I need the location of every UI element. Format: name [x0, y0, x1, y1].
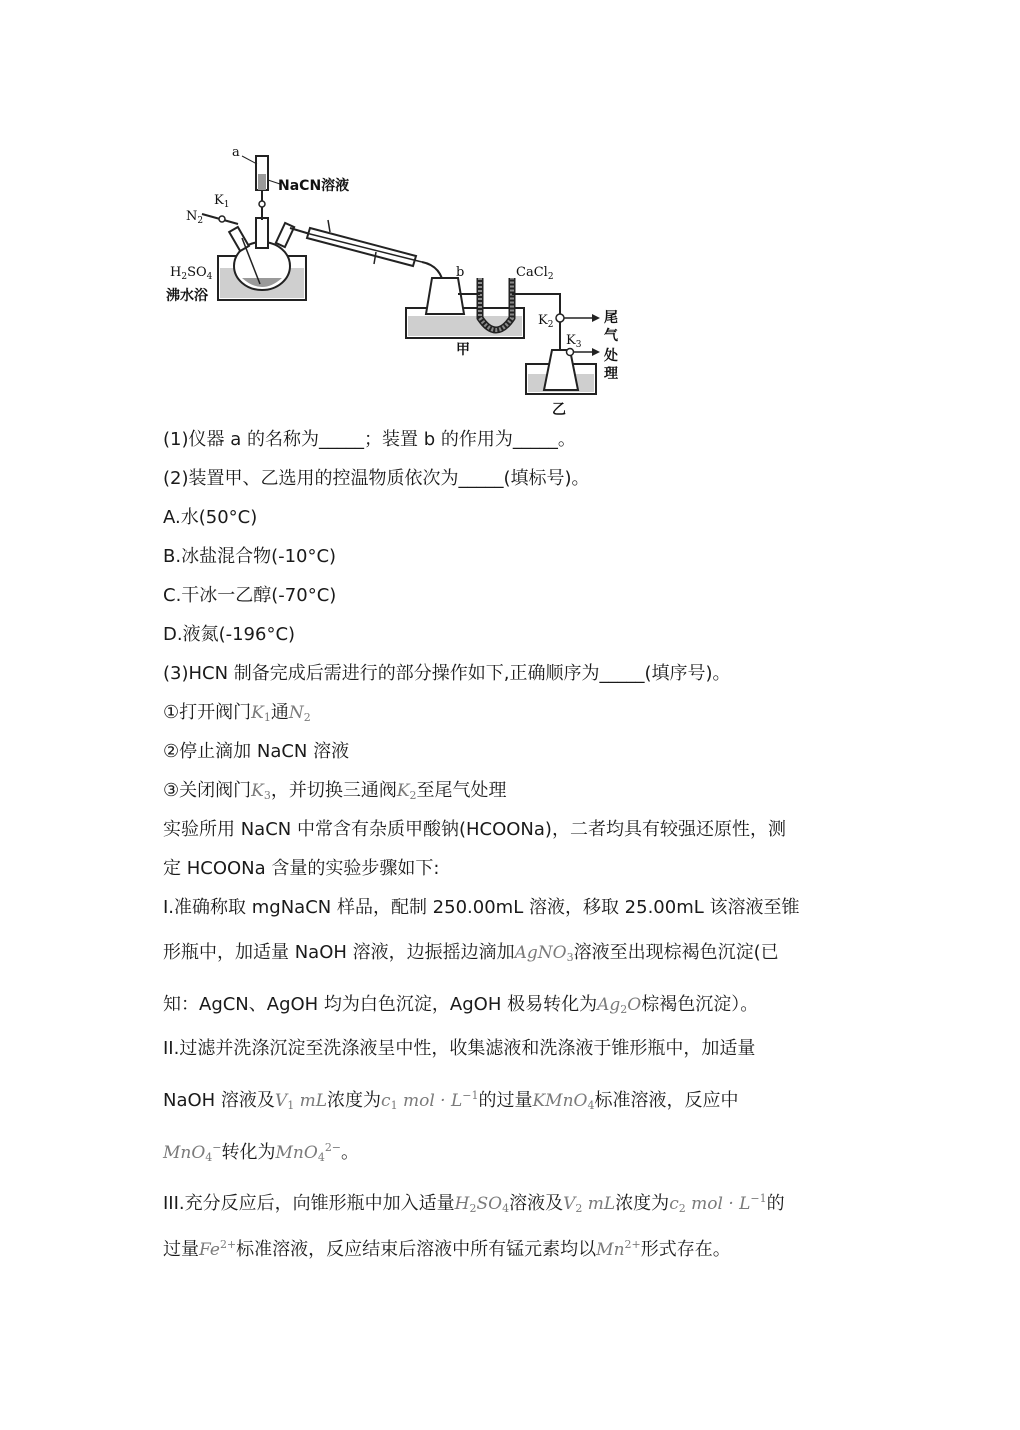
arrow-tail-gas-2	[592, 348, 600, 356]
paragraph-line-1: 实验所用 NaCN 中常含有杂质甲酸钠(HCOONa)，二者均具有较强还原性，测	[163, 819, 786, 840]
math-agno3: AgNO$_3$	[514, 943, 574, 964]
label-b: b	[456, 265, 465, 280]
step-iii-line-2: 过量$Fe^{2+}$标准溶液，反应结束后溶液中所有锰元素均以$Mn^{2+}$形式存在。	[163, 1238, 731, 1260]
condenser-inner-tube	[306, 233, 422, 262]
valve-k3	[567, 349, 574, 356]
math-c2-concentration: $c_2$ mol · $L^{-1}$	[669, 1192, 767, 1215]
funnel-stopcock	[259, 201, 265, 207]
label-k2: $K_2$	[538, 313, 554, 330]
step-i-line-2: 形瓶中，加适量 NaOH 溶液，边振摇边滴加AgNO$_3$溶液至出现棕褐色沉淀(已	[163, 942, 779, 964]
condenser-outlet	[328, 220, 330, 232]
label-tail-3: 处	[604, 348, 618, 364]
math-n2: $N_2$	[288, 703, 311, 724]
step-2: ②停止滴加 NaCN 溶液	[163, 741, 350, 762]
flask-center-neck	[256, 218, 268, 248]
label-nacn: NaCN溶液	[278, 178, 350, 194]
step-ii-line-1: II.过滤并洗涤沉淀至洗涤液呈中性，收集滤液和洗涤液于锥形瓶中，加适量	[163, 1038, 756, 1059]
apparatus-svg	[160, 128, 640, 418]
math-kmno4: KMnO$_4$	[532, 1091, 595, 1112]
valve-k1	[219, 216, 225, 222]
label-a: a	[232, 145, 240, 160]
arrow-tail-gas-1	[592, 314, 600, 322]
math-ag2o: $Ag_2O$	[597, 995, 642, 1016]
label-boiling-bath: 沸水浴	[166, 288, 208, 304]
label-a-pointer	[242, 156, 257, 164]
label-jia: 甲	[456, 342, 470, 358]
label-h2so4: $H_2SO_4$	[170, 265, 213, 282]
funnel-solution	[258, 174, 266, 190]
step-ii-line-2: NaOH 溶液及$V_1$ mL浓度为$c_1$ mol · $L^{-1}$的过量KMnO$_4$标准溶液，反应中	[163, 1089, 739, 1112]
conical-flask-b	[426, 278, 464, 314]
math-c1-concentration: $c_1$ mol · $L^{-1}$	[381, 1089, 479, 1112]
step-1: ①打开阀门$K_1$通$N_2$	[163, 702, 311, 724]
question-3: (3)HCN 制备完成后需进行的部分操作如下,正确顺序为_____(填序号)。	[163, 663, 731, 684]
option-b: B.冰盐混合物(-10°C)	[163, 546, 337, 567]
label-tail-2: 气	[604, 328, 618, 344]
step-iii-line-1: III.充分反应后，向锥形瓶中加入适量$H_2SO_4$溶液及$V_2$ mL浓度为$c_2$ mol · $L^{-1}$的	[163, 1192, 785, 1215]
step-3: ③关闭阀门$K_3$，并切换三通阀$K_2$至尾气处理	[163, 780, 507, 802]
option-a: A.水(50°C)	[163, 507, 258, 528]
step-i-line-1: I.准确称取 mgNaCN 样品，配制 250.00mL 溶液，移取 25.00mL 该溶液至锥	[163, 897, 800, 918]
label-tail-4: 理	[604, 366, 618, 382]
math-k3: $K_3$	[251, 781, 271, 802]
label-tail-1: 尾	[604, 310, 618, 326]
label-n2: $N_2$	[186, 209, 204, 226]
step-ii-line-3: MnO$_4$−转化为MnO$_4^{2-}$。	[163, 1141, 360, 1164]
math-mno4-2minus: MnO$_4^{2-}$	[275, 1141, 342, 1164]
paragraph-line-2: 定 HCOONa 含量的实验步骤如下:	[163, 858, 440, 879]
option-d: D.液氮(-196°C)	[163, 624, 296, 645]
label-yi: 乙	[552, 402, 566, 418]
utube-to-valve	[512, 294, 560, 318]
conical-flask-yi	[544, 350, 578, 390]
apparatus-diagram	[160, 128, 640, 418]
math-k2: $K_2$	[396, 781, 417, 802]
flask-right-neck	[276, 223, 294, 247]
question-2: (2)装置甲、乙选用的控温物质依次为_____(填标号)。	[163, 468, 590, 489]
math-fe2plus: $Fe^{2+}$	[199, 1238, 237, 1260]
math-v2-ml: $V_2$ mL	[563, 1194, 616, 1215]
label-k1: $K_1$	[214, 193, 230, 210]
valve-k2	[556, 314, 564, 322]
math-mn2plus: $Mn^{2+}$	[596, 1238, 641, 1260]
option-c: C.干冰一乙醇(-70°C)	[163, 585, 337, 606]
math-v1-ml: $V_1$ mL	[274, 1091, 328, 1112]
math-h2so4: $H_2SO_4$	[454, 1194, 510, 1215]
question-1: (1)仪器 a 的名称为_____；装置 b 的作用为_____。	[163, 429, 576, 450]
label-cacl2: CaCl$_2$	[516, 265, 554, 282]
label-k3: $K_3$	[566, 333, 582, 350]
math-k1: $K_1$	[251, 703, 271, 724]
math-mno4-minus: MnO$_4$−	[163, 1141, 222, 1164]
step-i-line-3: 知：AgCN、AgOH 均为白色沉淀，AgOH 极易转化为$Ag_2O$棕褐色沉淀）。	[163, 994, 759, 1016]
